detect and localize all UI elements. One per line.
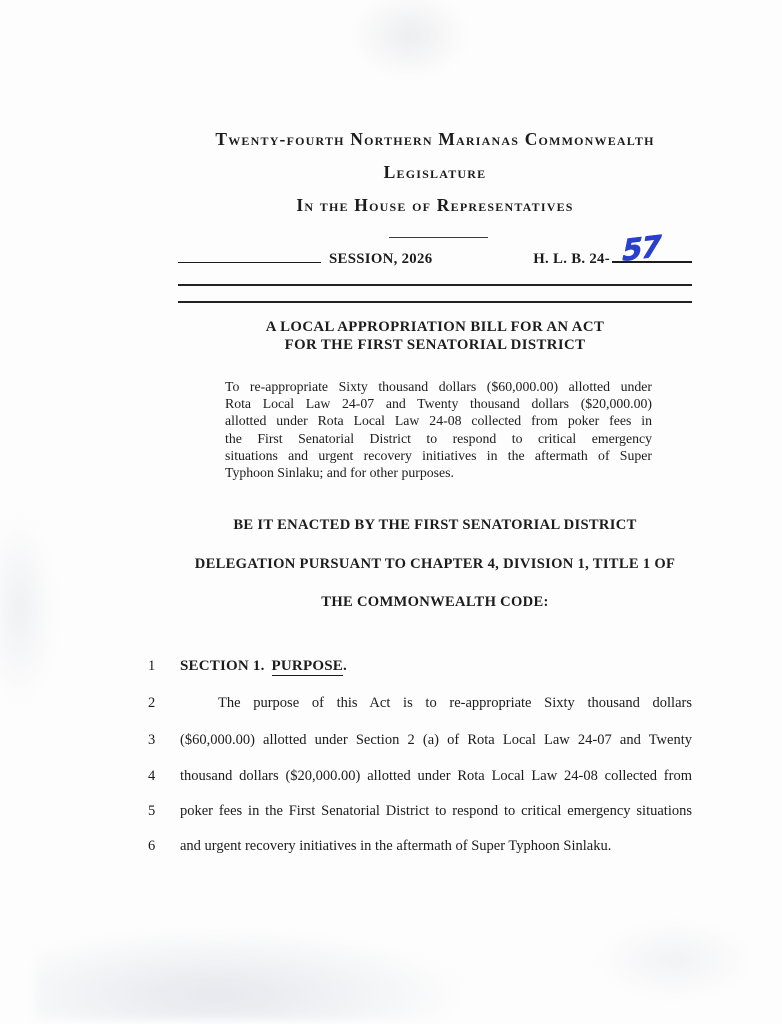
- line-number: 4: [148, 768, 156, 784]
- body-text: thousand dollars ($20,000.00) allotted under Rota Local Law 24-08 collected from: [180, 768, 692, 784]
- synopsis-line: the First Senatorial District to respond to critical emergency: [225, 430, 652, 446]
- line-number: 6: [148, 838, 156, 854]
- divider-rule-lower: [178, 301, 692, 303]
- section-title-underlined: PURPOSE: [271, 658, 343, 674]
- line-number: 3: [148, 732, 156, 748]
- bill-synopsis: [225, 378, 652, 481]
- bill-title-line-1: A LOCAL APPROPRIATION BILL FOR AN ACT: [265, 319, 605, 335]
- bill-number-group: [533, 228, 692, 268]
- chamber-name: In the House of Representatives: [296, 195, 574, 215]
- legislature-title: Twenty-fourth Northern Marianas Commonwealth: [215, 129, 655, 149]
- session-separator-rule: [389, 237, 488, 238]
- synopsis-line: Typhoon Sinlaku; and for other purposes.: [225, 465, 454, 481]
- synopsis-line: To re-appropriate Sixty thousand dollars ($60,000.00) allotted under: [225, 379, 652, 394]
- body-text: poker fees in the First Senatorial District to respond to critical emergency situations: [180, 803, 692, 819]
- enacting-clause: [178, 506, 692, 622]
- body-line: [148, 695, 692, 712]
- bill-title-line-2: FOR THE FIRST SENATORIAL DISTRICT: [284, 336, 586, 353]
- scan-smudge-bottom-left: [35, 930, 465, 1020]
- section-heading: [180, 658, 692, 675]
- session-row: [178, 228, 692, 268]
- body-text: The purpose of this Act is to re-appropriate Sixty thousand dollars: [218, 695, 692, 711]
- body-line: [148, 803, 692, 820]
- session-group: [178, 249, 432, 268]
- body-text: and urgent recovery initiatives in the aftermath of Super Typhoon Sinlaku.: [180, 838, 612, 854]
- scan-smudge-top: [350, 0, 470, 80]
- bill-title: [178, 319, 692, 354]
- synopsis-line: Rota Local Law 24-07 and Twenty thousand dollars ($20,000.00): [225, 396, 652, 412]
- bill-number-prefix: H. L. B. 24-: [533, 251, 610, 267]
- enacting-clause-line-2: DELEGATION PURSUANT TO CHAPTER 4, DIVISION 1, TITLE 1 OF: [194, 555, 676, 572]
- body-line: [148, 768, 692, 785]
- body-line: [148, 732, 692, 749]
- enacting-clause-line-3: THE COMMONWEALTH CODE:: [321, 594, 549, 610]
- session-blank-line: [178, 249, 321, 263]
- section-title-period: .: [342, 658, 347, 674]
- scan-smudge-bottom-right: [595, 920, 755, 1000]
- body-text: ($60,000.00) allotted under Section 2 (a) of Rota Local Law 24-07 and Twenty: [180, 732, 692, 748]
- scan-smudge-left: [0, 515, 57, 705]
- session-label: SESSION, 2026: [329, 251, 433, 267]
- handwritten-bill-number: 57: [621, 228, 661, 268]
- section-label: SECTION 1.: [180, 658, 265, 674]
- body-line: [148, 838, 692, 855]
- line-number: 5: [148, 803, 156, 819]
- synopsis-line: allotted under Rota Local Law 24-08 collected from poker fees in: [225, 413, 652, 429]
- body-line: [148, 658, 692, 675]
- document-header: [178, 123, 692, 222]
- enacting-clause-line-1: BE IT ENACTED BY THE FIRST SENATORIAL DISTRICT: [233, 517, 637, 533]
- divider-rule-upper: [178, 284, 692, 286]
- line-number: 2: [148, 695, 156, 711]
- line-number: 1: [148, 658, 156, 674]
- legislature-subtitle: Legislature: [383, 162, 487, 182]
- bill-number-blank-line: [612, 228, 692, 268]
- synopsis-line: situations and urgent recovery initiatives in the aftermath of Super: [225, 447, 652, 463]
